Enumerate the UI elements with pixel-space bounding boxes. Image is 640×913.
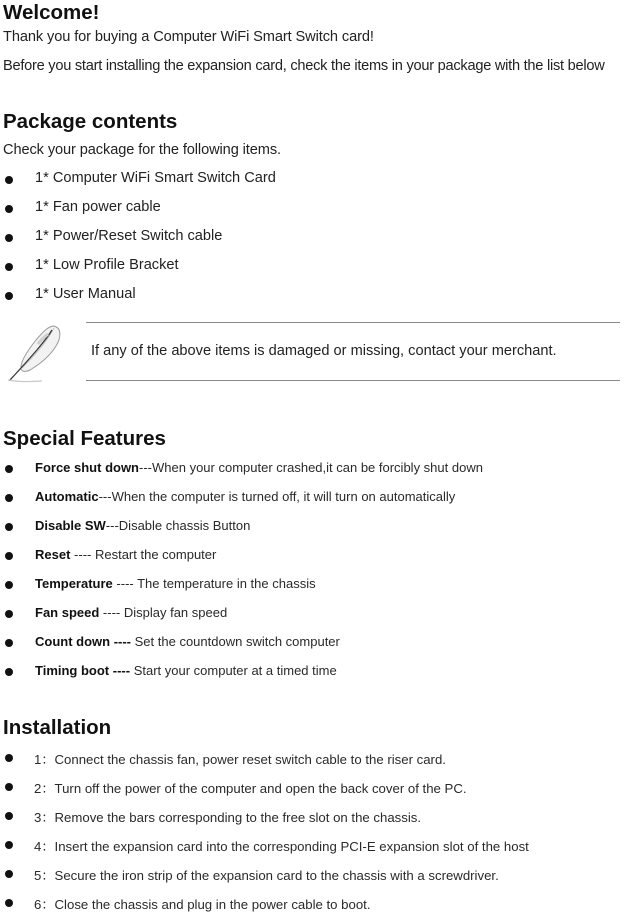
feather-quill-icon: [4, 322, 66, 384]
package-intro-text: Check your package for the following items.: [3, 142, 281, 158]
package-item-label: 1* Computer WiFi Smart Switch Card: [35, 170, 276, 186]
welcome-heading: Welcome!: [3, 1, 100, 24]
feature-separator: ---: [105, 518, 119, 533]
list-item: [0, 662, 640, 682]
list-item: [0, 257, 640, 277]
feature-name: Disable SW: [35, 518, 106, 533]
feature-description: Disable chassis Button: [118, 518, 251, 533]
list-item: [0, 806, 640, 826]
feature-description: Restart the computer: [94, 547, 217, 562]
package-item-label: 1* Power/Reset Switch cable: [35, 228, 223, 244]
feature-description: When the computer is turned off, it will turn on automatically: [111, 489, 456, 504]
step-number: 6：: [34, 897, 55, 912]
bullet-icon: [5, 292, 13, 300]
step-text: Remove the bars corresponding to the free slot on the chassis.: [54, 810, 422, 825]
step-number: 4：: [34, 839, 55, 854]
list-item: [0, 199, 640, 219]
note-text: If any of the above items is damaged or missing, contact your merchant.: [91, 343, 557, 359]
feature-separator: ----: [112, 576, 138, 591]
bullet-icon: [5, 205, 13, 213]
feature-name: Temperature: [35, 576, 113, 591]
package-item-label: 1* Fan power cable: [35, 199, 161, 215]
package-item-label: 1* Low Profile Bracket: [35, 257, 179, 273]
list-item: [0, 835, 640, 855]
list-item: [0, 228, 640, 248]
installation-heading: Installation: [3, 716, 112, 739]
bullet-icon: [5, 668, 13, 676]
feature-name: Reset: [35, 547, 71, 562]
bullet-icon: [5, 610, 13, 618]
step-text: Connect the chassis fan, power reset switch cable to the riser card.: [54, 752, 446, 767]
note-bottom-divider: [86, 380, 620, 381]
feature-name: Force shut down: [35, 460, 139, 475]
feature-name: Count down ----: [35, 634, 132, 649]
bullet-icon: [5, 754, 13, 762]
feature-separator: ---: [139, 460, 152, 475]
list-item: [0, 864, 640, 884]
feature-description: When your computer crashed,it can be forcibly shut down: [152, 460, 483, 475]
list-item: [0, 777, 640, 797]
list-item: [0, 604, 640, 624]
list-item: [0, 286, 640, 306]
list-item: [0, 488, 640, 508]
package-contents-heading: Package contents: [3, 110, 178, 133]
bullet-icon: [5, 639, 13, 647]
bullet-icon: [5, 899, 13, 907]
welcome-instruction-text: Before you start installing the expansion card, check the items in your package with the list below: [3, 58, 605, 74]
feature-separator: ----: [99, 605, 124, 620]
bullet-icon: [5, 176, 13, 184]
feature-separator: ----: [70, 547, 95, 562]
special-features-heading: Special Features: [3, 427, 166, 450]
step-number: 3：: [34, 810, 55, 825]
bullet-icon: [5, 552, 13, 560]
bullet-icon: [5, 263, 13, 271]
bullet-icon: [5, 465, 13, 473]
list-item: [0, 546, 640, 566]
bullet-icon: [5, 523, 13, 531]
list-item: [0, 748, 640, 768]
list-item: [0, 575, 640, 595]
bullet-icon: [5, 234, 13, 242]
bullet-icon: [5, 494, 13, 502]
list-item: [0, 170, 640, 190]
step-text: Close the chassis and plug in the power cable to boot.: [54, 897, 371, 912]
feature-name: Automatic: [35, 489, 99, 504]
welcome-thanks-text: Thank you for buying a Computer WiFi Smart Switch card!: [3, 29, 374, 45]
step-text: Turn off the power of the computer and open the back cover of the PC.: [54, 781, 467, 796]
list-item: [0, 893, 640, 913]
step-text: Insert the expansion card into the corresponding PCI-E expansion slot of the host: [54, 839, 529, 854]
bullet-icon: [5, 841, 13, 849]
step-number: 5：: [34, 868, 55, 883]
feature-separator: ---: [98, 489, 112, 504]
list-item: [0, 517, 640, 537]
step-text: Secure the iron strip of the expansion card to the chassis with a screwdriver.: [54, 868, 499, 883]
list-item: [0, 633, 640, 653]
step-number: 1：: [34, 752, 55, 767]
feature-description: Start your computer at a timed time: [133, 663, 337, 678]
feature-description: Display fan speed: [123, 605, 228, 620]
step-number: 2：: [34, 781, 55, 796]
list-item: [0, 459, 640, 479]
feature-name: Timing boot ----: [35, 663, 131, 678]
feature-description: Set the countdown switch computer: [134, 634, 340, 649]
package-item-label: 1* User Manual: [35, 286, 136, 302]
bullet-icon: [5, 783, 13, 791]
bullet-icon: [5, 870, 13, 878]
bullet-icon: [5, 812, 13, 820]
bullet-icon: [5, 581, 13, 589]
feature-name: Fan speed: [35, 605, 100, 620]
note-top-divider: [86, 322, 620, 323]
feature-description: The temperature in the chassis: [137, 576, 316, 591]
